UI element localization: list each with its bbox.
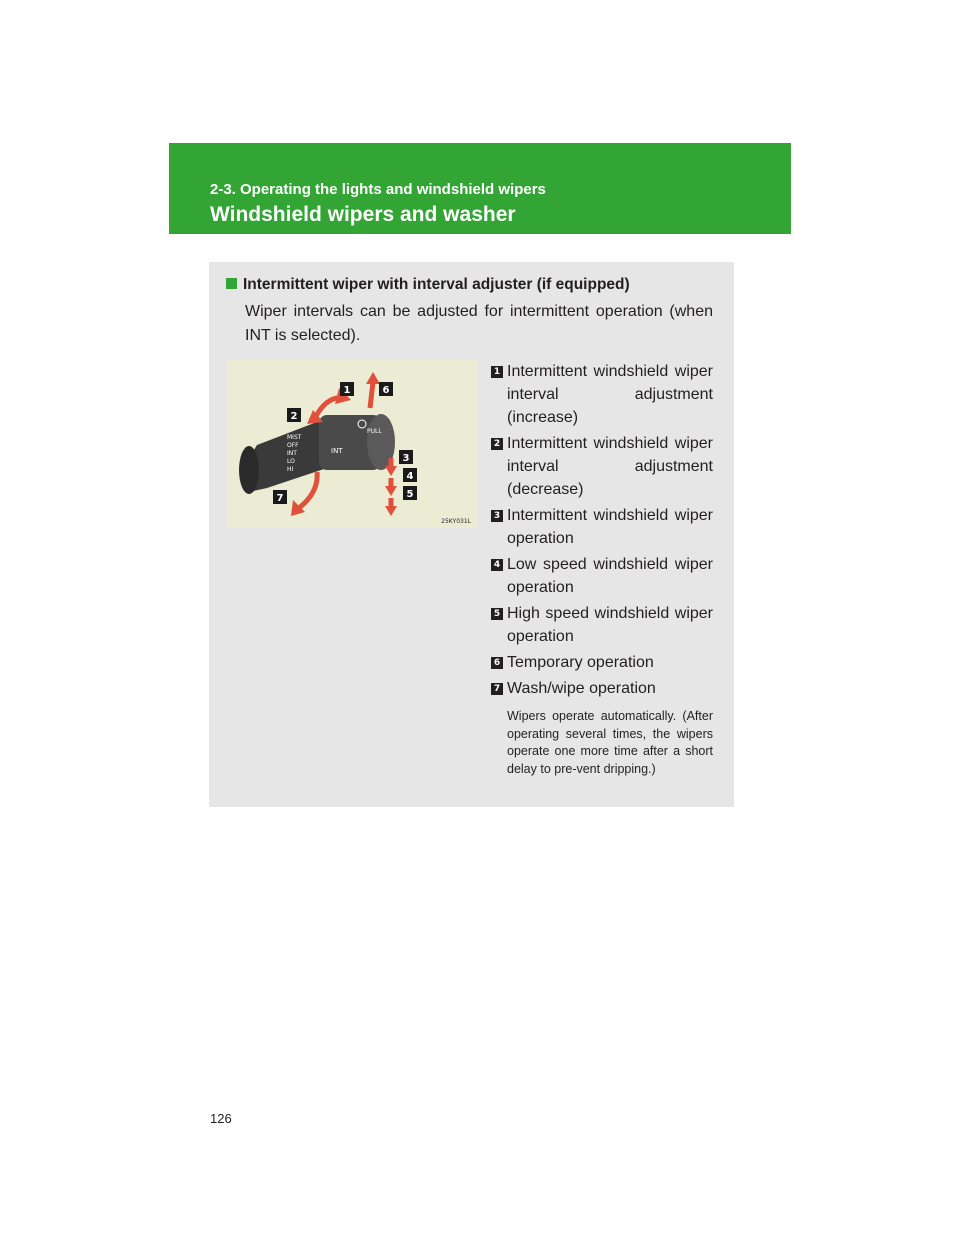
- svg-text:1: 1: [343, 385, 351, 396]
- item-text: High speed windshield wiper operation: [507, 605, 713, 645]
- item-number-badge: 2: [491, 438, 503, 450]
- arrow-hi-head: [385, 506, 397, 516]
- info-panel: [209, 262, 734, 807]
- list-item: [493, 553, 713, 599]
- item-number-badge: 6: [491, 657, 503, 669]
- intro-paragraph: Wiper intervals can be adjusted for intermittent operation (when INT is selected).: [245, 303, 713, 344]
- item-text: Intermittent windshield wiper interval adjustment (increase): [507, 363, 713, 426]
- item-text: Wash/wipe operation: [507, 680, 656, 697]
- figure-code: 25KY031L: [441, 518, 471, 525]
- label-off: OFF: [287, 442, 299, 449]
- label-hi: HI: [287, 466, 294, 473]
- lever-base: [239, 446, 259, 494]
- sub-heading-text: Intermittent wiper with interval adjuster (if equipped): [243, 276, 630, 293]
- item-text: Intermittent windshield wiper operation: [507, 507, 713, 547]
- label-int: INT: [287, 450, 297, 457]
- wiper-lever-illustration: [227, 360, 477, 528]
- item-number-badge: 7: [491, 683, 503, 695]
- pull-label: PULL: [367, 428, 382, 435]
- svg-text:4: 4: [406, 471, 414, 482]
- list-item: [493, 602, 713, 648]
- wiper-lever-svg: [227, 360, 477, 528]
- wash-note: Wipers operate automatically. (After operating several times, the wipers operate one more time after a short delay to pre-vent dripping.): [507, 709, 713, 776]
- svg-text:3: 3: [402, 453, 410, 464]
- list-item: [493, 504, 713, 550]
- list-item: [493, 677, 713, 700]
- page-number: 126: [210, 1111, 232, 1126]
- item-number-badge: 1: [491, 366, 503, 378]
- item-number-badge: 4: [491, 559, 503, 571]
- svg-text:6: 6: [382, 385, 390, 396]
- section-header: [169, 143, 791, 234]
- svg-text:7: 7: [276, 493, 284, 504]
- square-bullet-icon: [226, 278, 237, 289]
- arrow-lo-head: [385, 486, 397, 496]
- item-text: Temporary operation: [507, 654, 654, 671]
- list-item: [493, 651, 713, 674]
- label-lo: LO: [287, 458, 295, 465]
- item-text: Low speed windshield wiper operation: [507, 556, 713, 596]
- knob-int-label: INT: [331, 447, 343, 455]
- svg-text:2: 2: [290, 411, 298, 422]
- callout-list: [493, 360, 713, 778]
- arrow-temporary: [370, 382, 373, 408]
- arrow-wash: [299, 472, 317, 508]
- svg-text:5: 5: [406, 489, 414, 500]
- list-item: [493, 432, 713, 501]
- item-number-badge: 5: [491, 608, 503, 620]
- page-title: Windshield wipers and washer: [210, 203, 516, 226]
- label-mist: MIST: [287, 434, 302, 441]
- arrow-temporary-head: [366, 372, 380, 384]
- item-text: Intermittent windshield wiper interval adjustment (decrease): [507, 435, 713, 498]
- arrow-int-head: [385, 466, 397, 476]
- section-number: 2-3. Operating the lights and windshield wipers: [210, 181, 546, 198]
- item-number-badge: 3: [491, 510, 503, 522]
- sub-heading: [226, 276, 630, 294]
- list-item: [493, 360, 713, 429]
